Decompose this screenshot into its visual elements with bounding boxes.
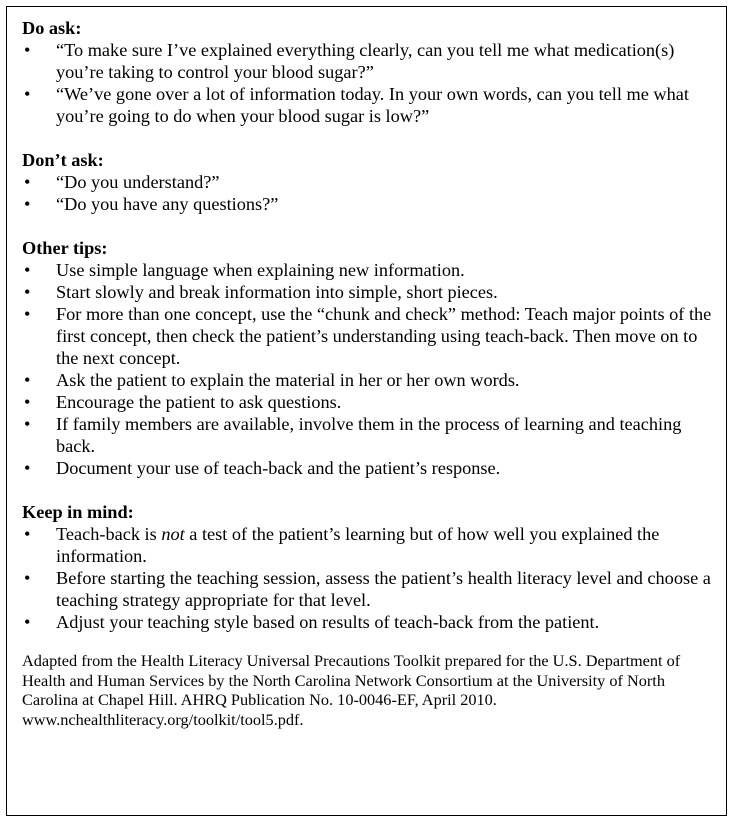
- list-item: • “Do you understand?”: [22, 171, 722, 193]
- list-item: • Use simple language when explaining new information.: [22, 259, 722, 281]
- text-part: Teach-back is: [56, 524, 162, 544]
- section-heading: Keep in mind:: [22, 502, 134, 522]
- list-item: • “To make sure I’ve explained everything clearly, can you tell me what medication(s) you’re taking to control your blood sugar?”: [22, 39, 722, 83]
- list-item: • Before starting the teaching session, assess the patient’s health literacy level and choose a teaching strategy appropriate for that level.: [22, 567, 722, 611]
- section-heading: Don’t ask:: [22, 150, 104, 170]
- list-item: • “Do you have any questions?”: [22, 193, 722, 215]
- bullet-list: [22, 171, 722, 215]
- bullet-list: [22, 523, 722, 633]
- text-part: a test of the patient’s learning but of how well you explained the information.: [56, 524, 660, 566]
- section-dont-ask: [22, 149, 722, 215]
- list-item: [22, 523, 722, 567]
- list-item: • For more than one concept, use the “chunk and check” method: Teach major points of the first concept, then check the patient’s understanding using teach-back. Then move on to the next concept.: [22, 303, 722, 369]
- bullet-list: [22, 39, 722, 127]
- source-citation: Adapted from the Health Literacy Universal Precautions Toolkit prepared for the U.S. Department of Health and Human Services by the North Carolina Network Consortium at the University of North Carolina at Chapel Hill. AHRQ Publication No. 10-0046-EF, April 2010. www.nchealthliteracy.org/toolkit/tool5.pdf.: [22, 651, 681, 730]
- document-content: [22, 17, 722, 730]
- section-do-ask: [22, 17, 722, 127]
- list-item: • Start slowly and break information into simple, short pieces.: [22, 281, 722, 303]
- section-other-tips: [22, 237, 722, 479]
- list-item: • “We’ve gone over a lot of information today. In your own words, can you tell me what you’re going to do when your blood sugar is low?”: [22, 83, 722, 127]
- section-heading: Do ask:: [22, 18, 82, 38]
- list-item: • Document your use of teach-back and the patient’s response.: [22, 457, 722, 479]
- bullet-list: [22, 259, 722, 479]
- document-box: [6, 6, 727, 816]
- list-item: • If family members are available, involve them in the process of learning and teaching back.: [22, 413, 722, 457]
- list-item: • Encourage the patient to ask questions.: [22, 391, 722, 413]
- section-keep-in-mind: [22, 501, 722, 633]
- section-heading: Other tips:: [22, 238, 108, 258]
- list-item: • Ask the patient to explain the material in her or her own words.: [22, 369, 722, 391]
- list-item: • Adjust your teaching style based on results of teach-back from the patient.: [22, 611, 722, 633]
- emphasis-text: not: [161, 524, 185, 544]
